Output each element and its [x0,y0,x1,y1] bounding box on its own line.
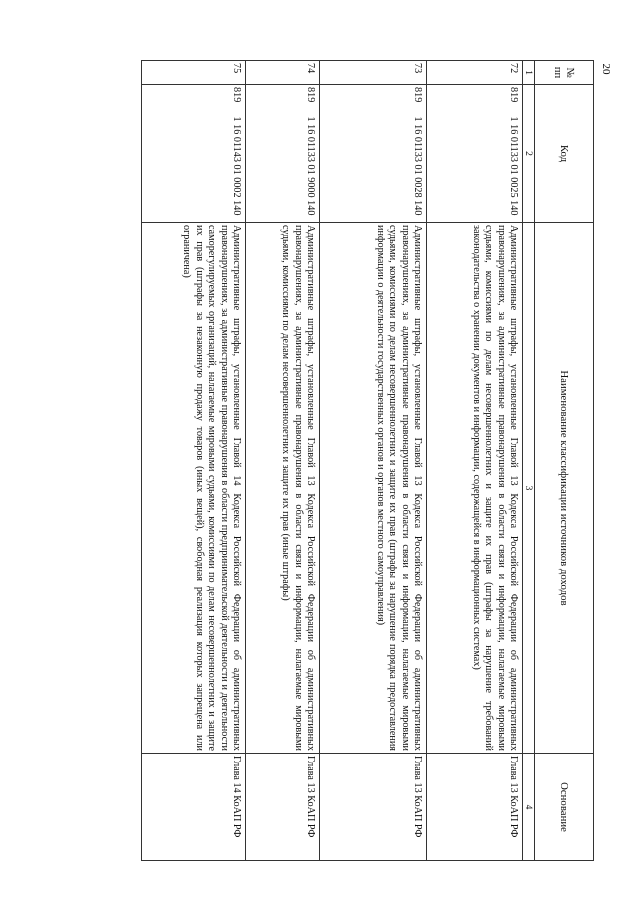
page-number: 20 [600,63,612,75]
header-name: Наименование классификации источников доходов [535,223,594,754]
basis: Глава 14 КоАП РФ [142,754,246,861]
table-row [246,61,320,861]
admin-code: 819 [320,85,427,115]
header-number: № пп [535,61,594,85]
header-basis: Основание [535,754,594,861]
row-number: 73 [320,61,427,85]
table-header-row [535,61,594,861]
row-number: 75 [142,61,246,85]
row-number: 74 [246,61,320,85]
admin-code: 819 [427,85,523,115]
revenue-code: 1 16 01133 01 0025 140 [427,115,523,223]
basis: Глава 13 КоАП РФ [246,754,320,861]
revenue-name: Административные штрафы, установленные Главой 13 Кодекса Российской Федерации об административных правонарушениях, за административные правонарушения в области связи и информации, налагаемые мировыми судьями, комиссиями по делам несовершеннолетних и защите их прав (штрафы за нарушение порядка предоставления информации о деятельности государственных органов и органов местного самоуправления) [320,223,427,754]
row-number: 72 [427,61,523,85]
column-number-1: 1 [523,61,535,85]
basis: Глава 13 КоАП РФ [320,754,427,861]
table-row [320,61,427,861]
revenue-code: 1 16 01133 01 0028 140 [320,115,427,223]
revenue-name: Административные штрафы, установленные Главой 13 Кодекса Российской Федерации об административных правонарушениях, за административные правонарушения в области связи и информации, налагаемые мировыми судьями, комиссиями по делам несовершеннолетних и защите их прав (иные штрафы) [246,223,320,754]
revenue-classification-table [141,60,594,861]
basis: Глава 13 КоАП РФ [427,754,523,861]
admin-code: 819 [142,85,246,115]
revenue-code: 1 16 01133 01 9000 140 [246,115,320,223]
table-row [142,61,246,861]
column-number-3: 3 [523,223,535,754]
revenue-classification-table-rotated [126,60,594,860]
column-number-4: 4 [523,754,535,861]
table-row [427,61,523,861]
column-number-2: 2 [523,85,535,223]
revenue-name: Административные штрафы, установленные Главой 13 Кодекса Российской Федерации об административных правонарушениях, за административные правонарушения в области связи и информации, налагаемые мировыми судьями, комиссиями по делам несовершеннолетних и защите их прав (штрафы за нарушение требований законодательства о хранении документов и информации, содержащейся в информационных системах) [427,223,523,754]
revenue-name: Административные штрафы, установленные Главой 14 Кодекса Российской Федерации об административных правонарушениях, за административные правонарушения в области предпринимательской деятельности и деятельности саморегулируемых организаций, налагаемые мировыми судьями, комиссиями по делам несовершеннолетних и защите их прав (штрафы за незаконную продажу товаров (иных вещей), свободная реализация которых запрещена или ограничена) [142,223,246,754]
admin-code: 819 [246,85,320,115]
revenue-code: 1 16 01143 01 0002 140 [142,115,246,223]
header-code: Код [535,85,594,223]
column-number-row [523,61,535,861]
